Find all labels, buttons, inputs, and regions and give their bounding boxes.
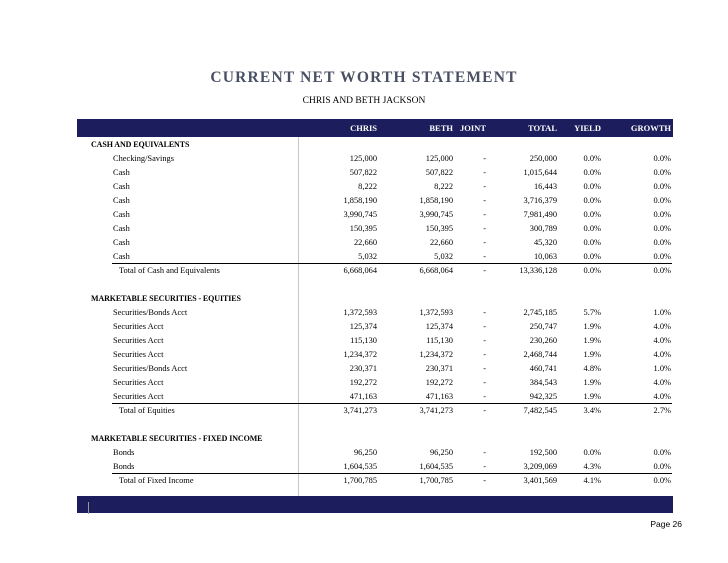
- row-label: Securities/Bonds Acct: [113, 364, 188, 373]
- cell-total: 250,000: [529, 154, 557, 163]
- cell-total: 45,320: [533, 238, 557, 247]
- cell-beth: 507,822: [425, 168, 453, 177]
- section-heading: [77, 293, 673, 307]
- table-row: [77, 181, 673, 195]
- cell-growth: 0.0%: [653, 154, 671, 163]
- table-row: [77, 307, 673, 321]
- footer-band: [77, 496, 673, 513]
- page-number: Page 26: [650, 519, 682, 529]
- section-heading-label: MARKETABLE SECURITIES - FIXED INCOME: [91, 434, 263, 443]
- cell-beth: 3,990,745: [419, 210, 453, 219]
- row-label: Cash: [113, 168, 130, 177]
- cell-yield: 3.4%: [583, 406, 601, 415]
- table-row: [77, 209, 673, 223]
- cell-growth: 2.7%: [653, 406, 671, 415]
- cell-joint: -: [483, 350, 486, 359]
- cell-beth: 6,668,064: [419, 266, 453, 275]
- cell-joint: -: [483, 210, 486, 219]
- row-label: Cash: [113, 252, 130, 261]
- cell-joint: -: [483, 308, 486, 317]
- cell-chris: 507,822: [349, 168, 377, 177]
- cell-beth: 125,374: [425, 322, 453, 331]
- total-row: [77, 405, 673, 419]
- cell-chris: 1,372,593: [343, 308, 377, 317]
- cell-beth: 1,372,593: [419, 308, 453, 317]
- table-row: [77, 167, 673, 181]
- subtotal-rule: [112, 473, 672, 474]
- cell-beth: 1,234,372: [419, 350, 453, 359]
- row-label: Securities Acct: [113, 378, 164, 387]
- cell-growth: 4.0%: [653, 392, 671, 401]
- table-row: [77, 321, 673, 335]
- column-header-yield: YIELD: [574, 123, 601, 133]
- cell-beth: 3,741,273: [419, 406, 453, 415]
- cell-beth: 471,163: [425, 392, 453, 401]
- cell-growth: 1.0%: [653, 364, 671, 373]
- cell-beth: 115,130: [426, 336, 453, 345]
- cell-chris: 1,234,372: [343, 350, 377, 359]
- column-header-total: TOTAL: [528, 123, 557, 133]
- cell-total: 460,741: [529, 364, 557, 373]
- cell-total: 942,325: [529, 392, 557, 401]
- cell-chris: 471,163: [349, 392, 377, 401]
- cell-total: 3,716,379: [523, 196, 557, 205]
- cell-total: 7,981,490: [523, 210, 557, 219]
- cell-chris: 230,371: [349, 364, 377, 373]
- cell-joint: -: [483, 154, 486, 163]
- cell-growth: 0.0%: [653, 448, 671, 457]
- row-label: Bonds: [113, 448, 135, 457]
- cell-beth: 96,250: [429, 448, 453, 457]
- cell-growth: 0.0%: [653, 238, 671, 247]
- column-header-beth: BETH: [429, 123, 453, 133]
- cell-chris: 125,000: [349, 154, 377, 163]
- row-label: Securities Acct: [113, 322, 164, 331]
- cell-joint: -: [483, 168, 486, 177]
- cell-chris: 6,668,064: [343, 266, 377, 275]
- cell-yield: 1.9%: [583, 322, 601, 331]
- row-label: Securities/Bonds Acct: [113, 308, 188, 317]
- total-label: Total of Cash and Equivalents: [119, 266, 220, 275]
- table-row: [77, 363, 673, 377]
- cell-joint: -: [483, 224, 486, 233]
- row-label: Securities Acct: [113, 350, 164, 359]
- cell-total: 10,063: [533, 252, 557, 261]
- cell-joint: -: [483, 462, 486, 471]
- cell-yield: 4.3%: [583, 462, 601, 471]
- cell-joint: -: [483, 448, 486, 457]
- table-row: [77, 237, 673, 251]
- cell-growth: 0.0%: [653, 210, 671, 219]
- cell-total: 3,209,069: [523, 462, 557, 471]
- cell-total: 230,260: [529, 336, 557, 345]
- row-label: Cash: [113, 196, 130, 205]
- cell-chris: 96,250: [353, 448, 377, 457]
- cell-joint: -: [483, 336, 486, 345]
- section-heading: [77, 433, 673, 447]
- cell-yield: 0.0%: [583, 224, 601, 233]
- cell-total: 300,789: [529, 224, 557, 233]
- column-header-joint: JOINT: [460, 123, 486, 133]
- cell-total: 1,015,644: [523, 168, 557, 177]
- cell-yield: 4.8%: [583, 364, 601, 373]
- cell-yield: 0.0%: [583, 196, 601, 205]
- cell-growth: 4.0%: [653, 350, 671, 359]
- footer-marker: [88, 502, 89, 514]
- cell-joint: -: [483, 392, 486, 401]
- cell-yield: 0.0%: [583, 168, 601, 177]
- cell-growth: 0.0%: [653, 182, 671, 191]
- total-label: Total of Fixed Income: [119, 476, 194, 485]
- cell-joint: -: [483, 252, 486, 261]
- cell-yield: 0.0%: [583, 154, 601, 163]
- row-label: Securities Acct: [113, 392, 164, 401]
- cell-growth: 0.0%: [653, 476, 671, 485]
- cell-chris: 125,374: [349, 322, 377, 331]
- table-row: [77, 349, 673, 363]
- cell-chris: 3,741,273: [343, 406, 377, 415]
- cell-total: 7,482,545: [523, 406, 557, 415]
- cell-growth: 0.0%: [653, 266, 671, 275]
- cell-chris: 22,660: [353, 238, 377, 247]
- cell-joint: -: [483, 182, 486, 191]
- table-row: [77, 223, 673, 237]
- table-row: [77, 335, 673, 349]
- cell-chris: 1,700,785: [343, 476, 377, 485]
- row-label: Checking/Savings: [113, 154, 174, 163]
- cell-beth: 1,604,535: [419, 462, 453, 471]
- cell-total: 2,468,744: [523, 350, 557, 359]
- cell-total: 13,336,128: [519, 266, 557, 275]
- cell-growth: 0.0%: [653, 252, 671, 261]
- cell-growth: 1.0%: [653, 308, 671, 317]
- subtotal-rule: [112, 403, 672, 404]
- cell-yield: 0.0%: [583, 182, 601, 191]
- cell-total: 16,443: [533, 182, 557, 191]
- cell-growth: 4.0%: [653, 322, 671, 331]
- total-label: Total of Equities: [119, 406, 175, 415]
- cell-yield: 0.0%: [583, 238, 601, 247]
- cell-total: 192,500: [529, 448, 557, 457]
- cell-yield: 5.7%: [583, 308, 601, 317]
- statement-title: CURRENT NET WORTH STATEMENT: [210, 69, 518, 86]
- client-name: CHRIS AND BETH JACKSON: [302, 96, 426, 106]
- subtotal-rule: [112, 263, 672, 264]
- cell-chris: 115,130: [350, 336, 377, 345]
- cell-total: 3,401,569: [523, 476, 557, 485]
- cell-chris: 3,990,745: [343, 210, 377, 219]
- cell-beth: 1,858,190: [419, 196, 453, 205]
- cell-beth: 22,660: [429, 238, 453, 247]
- cell-yield: 1.9%: [583, 336, 601, 345]
- cell-yield: 0.0%: [583, 210, 601, 219]
- table-row: [77, 153, 673, 167]
- cell-total: 250,747: [529, 322, 557, 331]
- table-row: [77, 377, 673, 391]
- cell-yield: 0.0%: [583, 266, 601, 275]
- cell-chris: 5,032: [358, 252, 377, 261]
- cell-growth: 4.0%: [653, 378, 671, 387]
- cell-joint: -: [483, 196, 486, 205]
- cell-joint: -: [483, 238, 486, 247]
- column-header-band: [77, 119, 673, 137]
- section-heading-label: MARKETABLE SECURITIES - EQUITIES: [91, 294, 241, 303]
- cell-chris: 8,222: [358, 182, 377, 191]
- cell-beth: 125,000: [425, 154, 453, 163]
- cell-yield: 1.9%: [583, 350, 601, 359]
- total-row: [77, 475, 673, 489]
- cell-yield: 0.0%: [583, 252, 601, 261]
- cell-growth: 0.0%: [653, 462, 671, 471]
- row-label: Cash: [113, 210, 130, 219]
- row-label: Securities Acct: [113, 336, 164, 345]
- row-label: Cash: [113, 182, 130, 191]
- cell-growth: 0.0%: [653, 168, 671, 177]
- cell-beth: 5,032: [434, 252, 453, 261]
- cell-yield: 1.9%: [583, 378, 601, 387]
- table-row: [77, 447, 673, 461]
- cell-joint: -: [483, 406, 486, 415]
- cell-chris: 1,604,535: [343, 462, 377, 471]
- cell-yield: 1.9%: [583, 392, 601, 401]
- cell-joint: -: [483, 476, 486, 485]
- cell-growth: 0.0%: [653, 224, 671, 233]
- row-label: Bonds: [113, 462, 135, 471]
- table-row: [77, 195, 673, 209]
- cell-chris: 192,272: [349, 378, 377, 387]
- column-header-chris: CHRIS: [350, 123, 377, 133]
- cell-joint: -: [483, 322, 486, 331]
- cell-joint: -: [483, 364, 486, 373]
- cell-joint: -: [483, 266, 486, 275]
- cell-yield: 4.1%: [583, 476, 601, 485]
- column-header-growth: GROWTH: [630, 123, 671, 133]
- cell-beth: 150,395: [425, 224, 453, 233]
- cell-beth: 230,371: [425, 364, 453, 373]
- cell-chris: 150,395: [349, 224, 377, 233]
- section-heading-label: CASH AND EQUIVALENTS: [91, 140, 190, 149]
- cell-beth: 1,700,785: [419, 476, 453, 485]
- section-heading: [77, 139, 673, 153]
- cell-yield: 0.0%: [583, 448, 601, 457]
- cell-growth: 0.0%: [653, 196, 671, 205]
- cell-growth: 4.0%: [653, 336, 671, 345]
- cell-beth: 192,272: [425, 378, 453, 387]
- cell-chris: 1,858,190: [343, 196, 377, 205]
- row-label: Cash: [113, 224, 130, 233]
- cell-total: 384,543: [529, 378, 557, 387]
- cell-joint: -: [483, 378, 486, 387]
- cell-total: 2,745,185: [523, 308, 557, 317]
- total-row: [77, 265, 673, 279]
- cell-beth: 8,222: [434, 182, 453, 191]
- row-label: Cash: [113, 238, 130, 247]
